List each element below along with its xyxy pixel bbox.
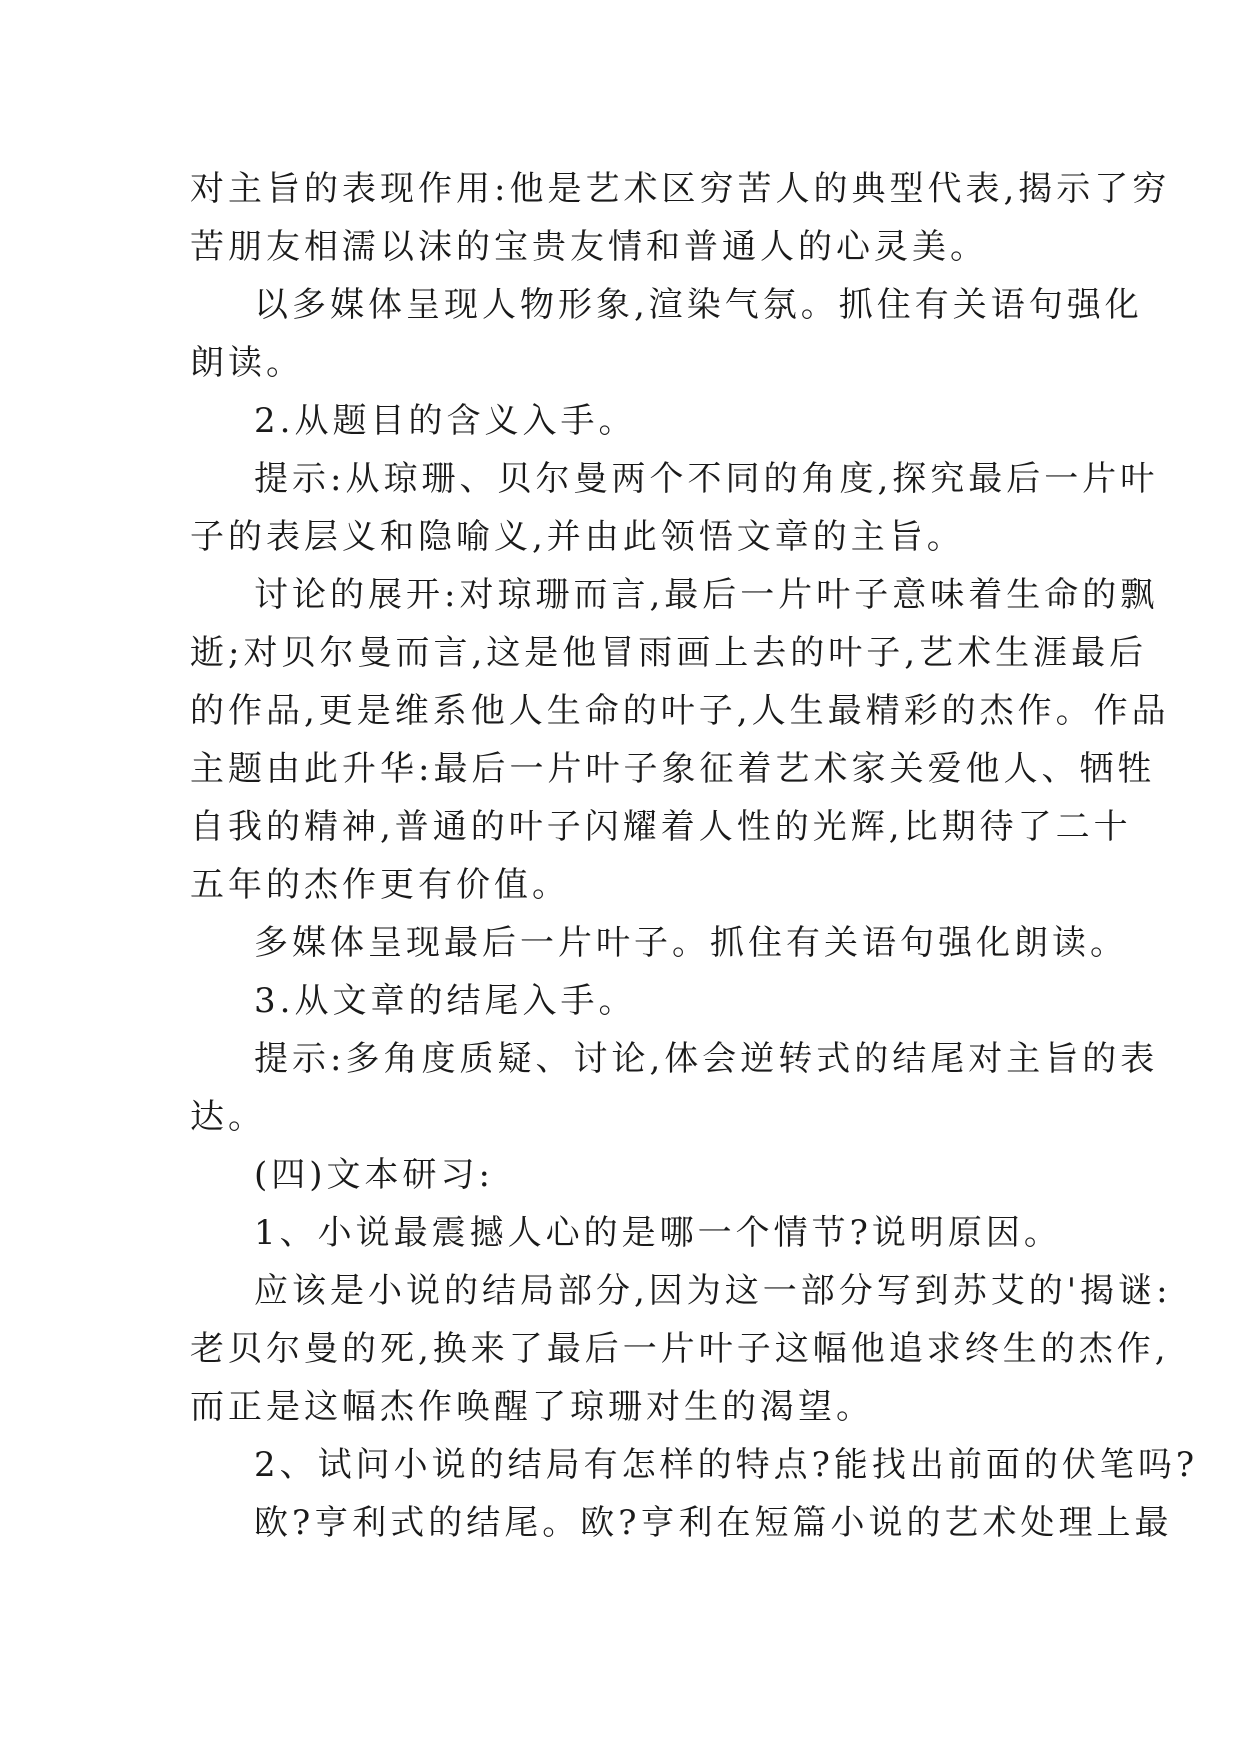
text-line: 讨论的展开:对琼珊而言,最后一片叶子意味着生命的飘 (254, 575, 1159, 615)
text-line: 以多媒体呈现人物形象,渲染气氛。抓住有关语句强化 (254, 285, 1143, 325)
section-heading: 3.从文章的结尾入手。 (254, 981, 637, 1021)
text-line: 提示:多角度质疑、讨论,体会逆转式的结尾对主旨的表 (254, 1039, 1159, 1079)
text-line: 多媒体呈现最后一片叶子。抓住有关语句强化朗读。 (254, 923, 1128, 963)
text-line: 的作品,更是维系他人生命的叶子,人生最精彩的杰作。作品 (190, 691, 1170, 731)
text-line: 自我的精神,普通的叶子闪耀着人性的光辉,比期待了二十 (190, 807, 1132, 847)
text-line: 朗读。 (190, 343, 304, 383)
text-line: 欧?亨利式的结尾。欧?亨利在短篇小说的艺术处理上最 (254, 1503, 1173, 1543)
text-line: 达。 (190, 1097, 266, 1137)
text-line: 应该是小说的结局部分,因为这一部分写到苏艾的'揭谜: (254, 1271, 1172, 1311)
document-body (190, 160, 1199, 1552)
text-line: 提示:从琼珊、贝尔曼两个不同的角度,探究最后一片叶 (254, 459, 1159, 499)
text-line: 老贝尔曼的死,换来了最后一片叶子这幅他追求终生的杰作, (190, 1329, 1170, 1369)
question-line: 1、小说最震撼人心的是哪一个情节?说明原因。 (254, 1213, 1062, 1253)
text-line: 子的表层义和隐喻义,并由此领悟文章的主旨。 (190, 517, 965, 557)
question-line: 2、试问小说的结局有怎样的特点?能找出前面的伏笔吗? (254, 1445, 1199, 1485)
text-line: 苦朋友相濡以沫的宝贵友情和普通人的心灵美。 (190, 227, 988, 267)
text-line: 逝;对贝尔曼而言,这是他冒雨画上去的叶子,艺术生涯最后 (190, 633, 1148, 673)
text-line: 而正是这幅杰作唤醒了琼珊对生的渴望。 (190, 1387, 874, 1427)
text-line: 对主旨的表现作用:他是艺术区穷苦人的典型代表,揭示了穷 (190, 169, 1171, 209)
text-line: 五年的杰作更有价值。 (190, 865, 570, 905)
text-line: 主题由此升华:最后一片叶子象征着艺术家关爱他人、牺牲 (190, 749, 1156, 789)
section-heading: 2.从题目的含义入手。 (254, 401, 637, 441)
section-heading: (四)文本研习: (254, 1155, 494, 1195)
